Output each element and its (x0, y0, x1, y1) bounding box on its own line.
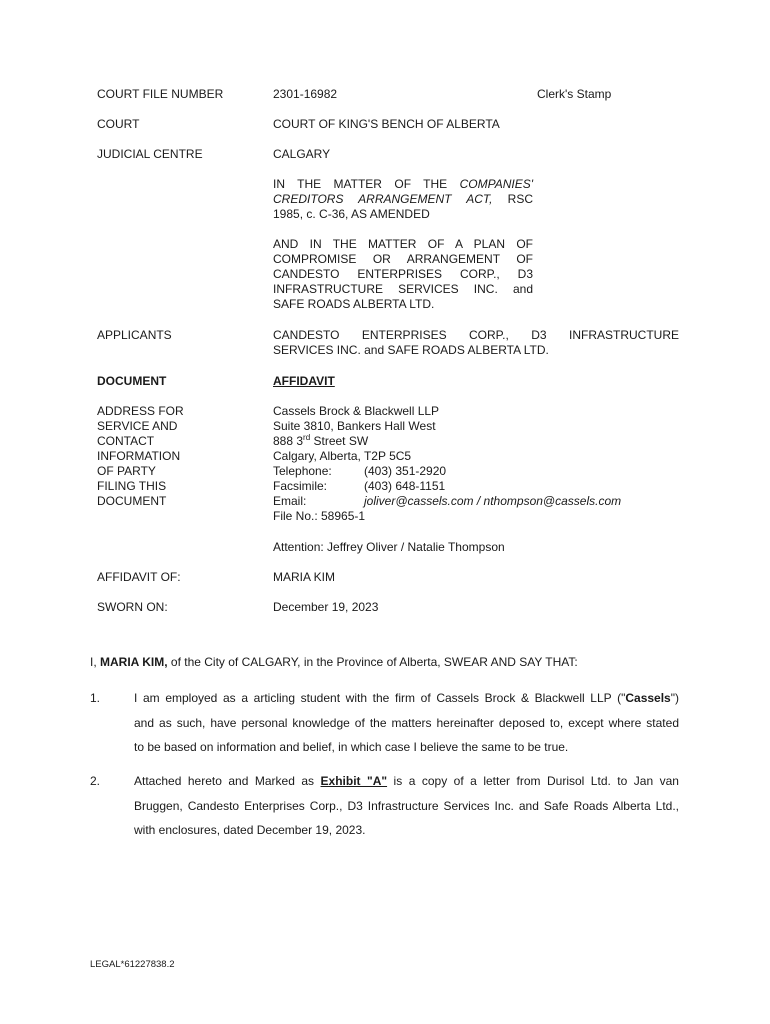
plan-line-4: INFRASTRUCTURE SERVICES INC. and (273, 282, 533, 296)
exhibit-a-reference: Exhibit "A" (320, 774, 388, 788)
address-for-service (273, 404, 693, 524)
para-1-number: 1. (90, 691, 101, 705)
para-2-line-1: Attached hereto and Marked as Exhibit "A" is a copy of a letter from Durisol Ltd. to Jan van (134, 774, 679, 788)
para-2-number: 2. (90, 774, 101, 788)
para-2 (134, 769, 679, 843)
applicants-line-2: SERVICES INC. and SAFE ROADS ALBERTA LTD. (273, 343, 549, 357)
address-for-service-label (97, 404, 257, 509)
para-1-line-3: to be based on information and belief, in which case I believe the same to be true. (134, 740, 569, 754)
judicial-centre: CALGARY (273, 147, 331, 161)
plan-line-5: SAFE ROADS ALBERTA LTD. (273, 297, 435, 311)
telephone: (403) 351-2920 (364, 464, 447, 478)
style-of-cause-plan (273, 237, 533, 312)
clerks-stamp-label: Clerk's Stamp (537, 87, 612, 101)
firm-name: Cassels Brock & Blackwell LLP (273, 404, 440, 418)
para-1-line-1: I am employed as a articling student with the firm of Cassels Brock & Blackwell LLP ("Cassels") (134, 691, 679, 705)
applicants (273, 328, 679, 358)
para-1-line-2: and as such, have personal knowledge of the matters hereinafter deposed to, except where stated (134, 715, 679, 730)
para-2-line-3: with enclosures, dated December 19, 2023. (134, 823, 366, 837)
court-name: COURT OF KING'S BENCH OF ALBERTA (273, 117, 500, 131)
document-label: DOCUMENT (97, 374, 167, 388)
sworn-on-label: SWORN ON: (97, 600, 168, 614)
style-of-cause-ccaa (273, 177, 533, 222)
plan-line-2: COMPROMISE OR ARRANGEMENT OF (273, 252, 533, 266)
document-type: AFFIDAVIT (273, 374, 335, 388)
applicants-line-1: CANDESTO ENTERPRISES CORP., D3 INFRASTRUCTURE (273, 328, 679, 342)
plan-line-3: CANDESTO ENTERPRISES CORP., D3 (273, 267, 533, 281)
intro-statement: I, MARIA KIM, of the City of CALGARY, in the Province of Alberta, SWEAR AND SAY THAT: (90, 655, 578, 669)
address-label-line: FILING THIS (97, 479, 167, 493)
para-2-line-2: Bruggen, Candesto Enterprises Corp., D3 Infrastructure Services Inc. and Safe Roads Alberta Ltd., (134, 798, 679, 813)
street-address: 888 3rd Street SW (273, 433, 369, 448)
plan-line-1: AND IN THE MATTER OF A PLAN OF (273, 237, 533, 251)
sworn-date: December 19, 2023 (273, 600, 379, 614)
judicial-centre-label: JUDICIAL CENTRE (97, 147, 203, 161)
telephone-row: Telephone: (403) 351-2920 (273, 464, 447, 478)
file-number: File No.: 58965-1 (273, 509, 366, 523)
address-label-line: ADDRESS FOR (97, 404, 184, 418)
address-label-line: DOCUMENT (97, 494, 167, 508)
facsimile-row: Facsimile: (403) 648-1151 (273, 479, 446, 493)
document-id-footer: LEGAL*61227838.2 (90, 959, 175, 970)
applicants-label: APPLICANTS (97, 328, 172, 342)
suite: Suite 3810, Bankers Hall West (273, 419, 436, 433)
para-1 (134, 686, 679, 760)
affidavit-of-label: AFFIDAVIT OF: (97, 570, 181, 584)
email-row: Email: joliver@cassels.com / nthompson@cassels.com (273, 494, 622, 508)
address-label-line: OF PARTY (97, 464, 156, 478)
address-label-line: CONTACT (97, 434, 155, 448)
ccaa-line-3: 1985, c. C-36, AS AMENDED (273, 207, 430, 221)
address-label-line: SERVICE AND (97, 419, 178, 433)
court-label: COURT (97, 117, 140, 131)
facsimile: (403) 648-1151 (364, 479, 446, 493)
ccaa-line-2: CREDITORS ARRANGEMENT ACT, RSC (273, 192, 533, 206)
address-label-line: INFORMATION (97, 449, 181, 463)
deponent: MARIA KIM (273, 570, 336, 584)
court-file-number: 2301-16982 (273, 87, 338, 101)
court-file-number-label: COURT FILE NUMBER (97, 87, 224, 101)
email[interactable]: joliver@cassels.com / nthompson@cassels.com (364, 494, 622, 508)
city: Calgary, Alberta, T2P 5C5 (273, 449, 412, 463)
attention: Attention: Jeffrey Oliver / Natalie Thompson (273, 540, 505, 554)
ccaa-line-1: IN THE MATTER OF THE COMPANIES' (273, 177, 533, 191)
